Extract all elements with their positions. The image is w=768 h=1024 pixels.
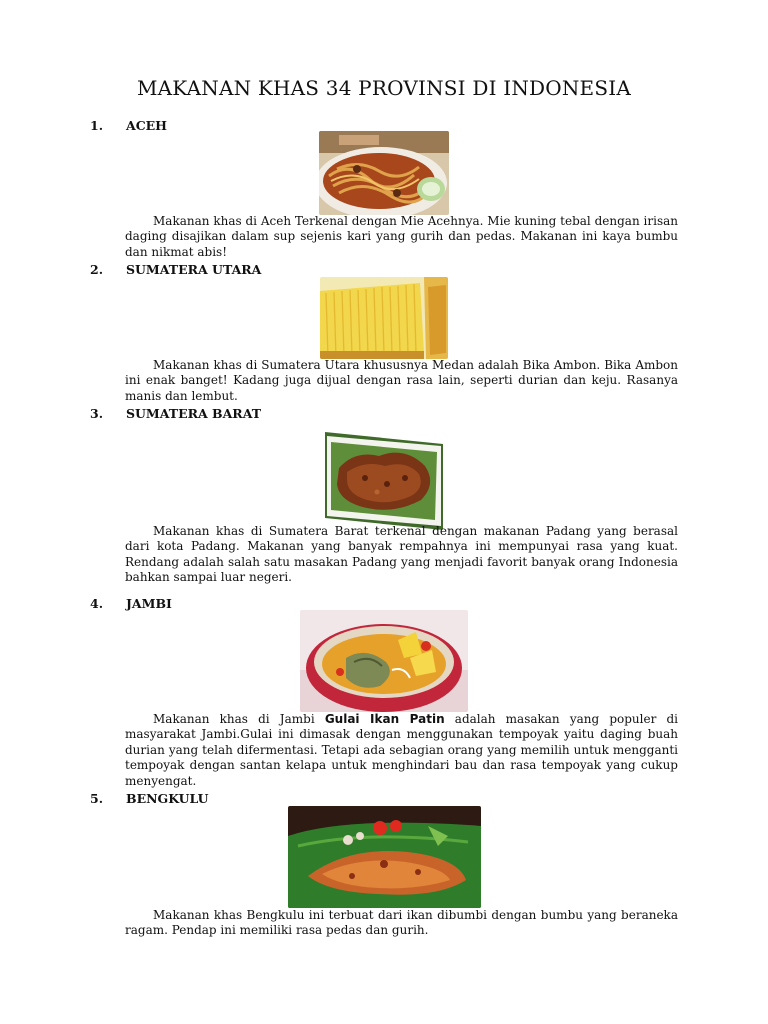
bika-ambon-photo	[320, 277, 448, 359]
section-description: Makanan khas di Jambi Gulai Ikan Patin adalah masakan yang populer di masyarakat Jambi.Gulai ini dimasak dengan menggunakan tempoyak yaitu daging buah durian yang telah difermentasi. Tetapi ada sebagian orang yang memilih untuk mengganti tempoyak dengan santan kelapa untuk menghindari bau dan rasa tempoyak yang cukup menyengat.	[125, 712, 678, 788]
pendap-ikan-photo	[288, 806, 481, 908]
section-description: Makanan khas di Sumatera Barat terkenal dengan makanan Padang yang berasal dari kota Padang. Makanan yang banyak rempahnya ini mempunyai rasa yang kuat. Rendang adalah salah satu masakan Padang yang menjadi favorit banyak orang Indonesia bahkan sampai luar negeri.	[125, 524, 678, 585]
section-description: Makanan khas di Aceh Terkenal dengan Mie Acehnya. Mie kuning tebal dengan irisan daging disajikan dalam sup sejenis kari yang gurih dan pedas. Makanan ini kaya bumbu dan nikmat abis!	[125, 214, 678, 259]
section-heading	[90, 406, 261, 422]
document-title: MAKANAN KHAS 34 PROVINSI DI INDONESIA	[136, 76, 632, 100]
section-number: 2.	[90, 262, 104, 277]
section-number: 5.	[90, 791, 104, 806]
section-heading	[90, 262, 261, 278]
section-title: ACEH	[126, 118, 167, 133]
section-description: Makanan khas Bengkulu ini terbuat dari ikan dibumbi dengan bumbu yang beraneka ragam. Pendap ini memiliki rasa pedas dan gurih.	[125, 908, 678, 938]
highlighted-dish-name: Gulai Ikan Patin	[324, 712, 445, 726]
section-title: SUMATERA UTARA	[126, 262, 262, 277]
section-description: Makanan khas di Sumatera Utara khususnya Medan adalah Bika Ambon. Bika Ambon ini enak banget! Kadang juga dijual dengan rasa lain, seperti durian dan keju. Rasanya manis dan lembut.	[125, 358, 678, 403]
section-number: 3.	[90, 406, 104, 421]
rendang-photo	[325, 422, 443, 530]
section-title: BENGKULU	[126, 791, 209, 806]
section-heading	[90, 596, 172, 612]
section-title: SUMATERA BARAT	[126, 406, 262, 421]
section-number: 4.	[90, 596, 104, 611]
mie-aceh-photo	[319, 131, 449, 215]
section-title: JAMBI	[126, 596, 172, 611]
gulai-ikan-patin-photo	[300, 610, 468, 712]
section-heading	[90, 791, 209, 807]
section-number: 1.	[90, 118, 104, 133]
section-heading	[90, 118, 167, 134]
